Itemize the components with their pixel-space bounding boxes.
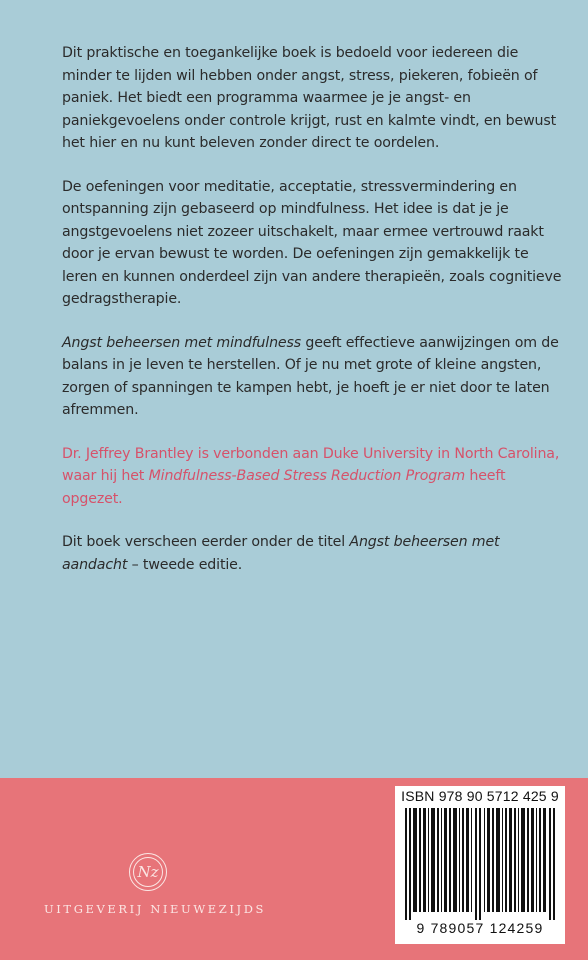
blurb-paragraph-2 [62, 176, 562, 311]
previous-title-italic: Angst beheersen met aandacht [62, 534, 500, 573]
blurb [62, 42, 562, 597]
author-bio-end: heeft opgezet. [62, 468, 506, 507]
author-bio [62, 443, 562, 511]
publisher-name: UITGEVERIJ NIEUWEZIJDS [44, 902, 267, 916]
publisher-logo [129, 853, 167, 891]
author-bio-text: Dr. Jeffrey Brantley is verbonden aan Duke University in North Carolina, waar hij het [62, 445, 560, 484]
barcode-icon [401, 808, 559, 920]
blurb-paragraph-3 [62, 332, 562, 422]
isbn-label: ISBN 978 90 5712 425 9 [401, 788, 559, 804]
blurb-text-2: De oefeningen voor meditatie, acceptatie, stressvermindering en ontspanning zijn gebaseerd op mindfulness. Het idee is dat je je angstgevoelens niet zozeer uitschakelt, maar ermee vertrouwd raakt door je ervan bewust te worden. De oefeningen zijn gemakkelijk te leren en kunnen onderdeel zijn van andere therapieën, zoals cognitieve gedragstherapie. [62, 178, 562, 307]
blurb-text-1: Dit praktische en toegankelijke boek is bedoeld voor iedereen die minder te lijden wil hebben onder angst, stress, piekeren, fobieën of paniek. Het biedt een programma waarmee je je angst- en paniekgevoelens onder controle krijgt, rust en kalmte vindt, en bewust het hier en nu kunt beleven zonder direct te oordelen. [62, 45, 557, 151]
barcode-box [395, 786, 565, 944]
program-name-italic: Mindfulness-Based Stress Reduction Program [148, 468, 465, 484]
blurb-text-3: geeft effectieve aanwijzingen om de balans in je leven te herstellen. Of je nu met grote of kleine angsten, zorgen of spanningen te kampen hebt, je hoeft je er niet door te laten afremmen. [62, 334, 559, 418]
book-title-italic: Angst beheersen met mindfulness [62, 334, 301, 351]
edition-note-end: – tweede editie. [127, 556, 243, 573]
blurb-paragraph-1 [62, 42, 562, 155]
edition-note-text: Dit boek verscheen eerder onder de titel [62, 534, 350, 550]
edition-note [62, 531, 562, 576]
publisher-logo-text: Nz [137, 863, 159, 881]
barcode-digits: 9 789057 124259 [416, 920, 544, 936]
